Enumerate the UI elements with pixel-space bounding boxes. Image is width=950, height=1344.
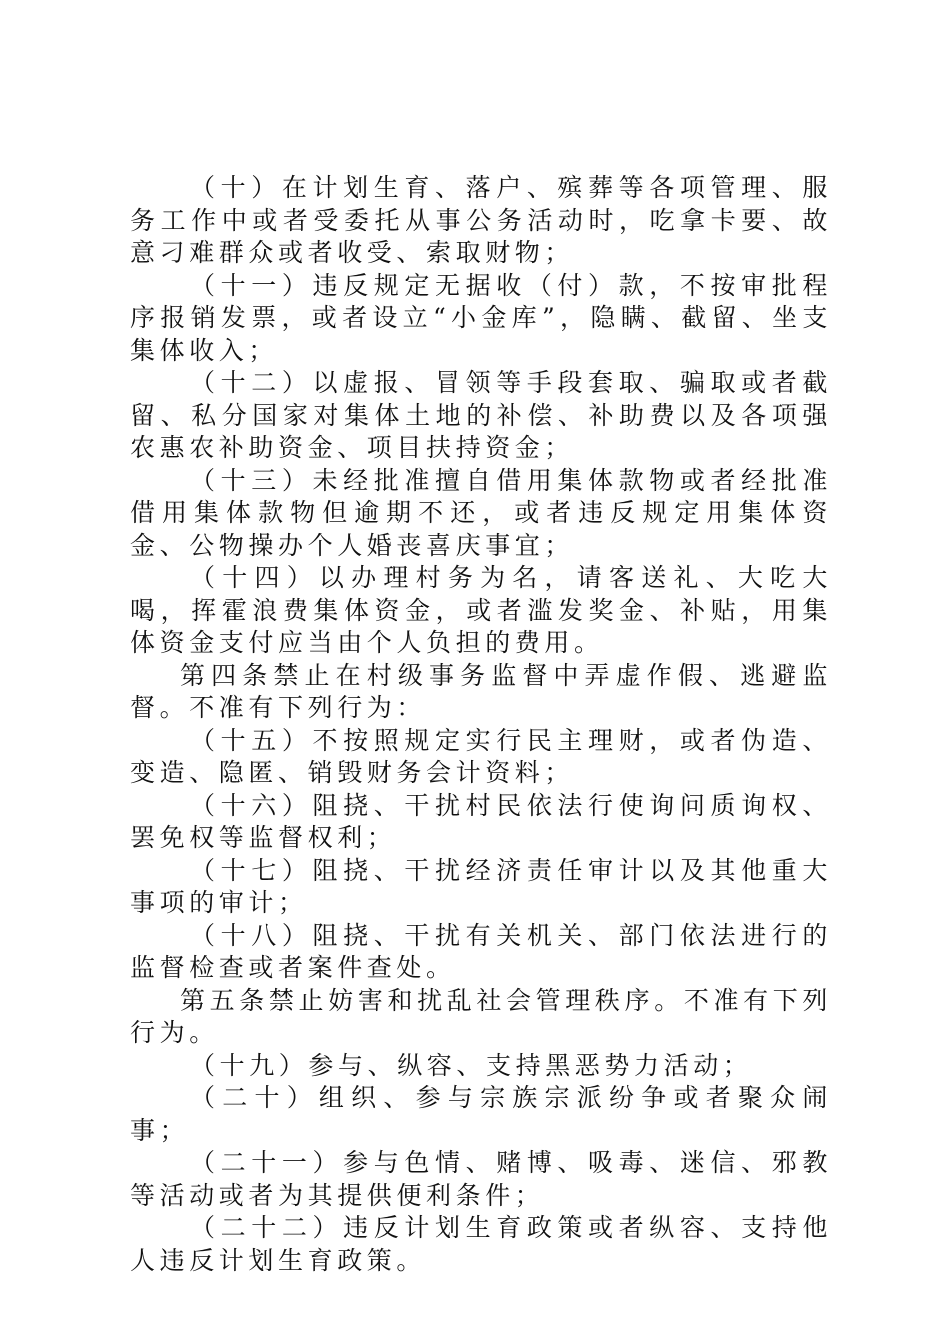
clause-19: （十九）参与、纵容、支持黑恶势力活动； (190, 1050, 753, 1080)
clause-10: （十）在计划生育、落户、殡葬等各项管理、服务工作中或者受委托从事公务活动时，吃拿卡要、故意刁难群众或者收受、索取财物； (130, 173, 832, 267)
clause-15: （十五）不按照规定实行民主理财，或者伪造、变造、隐匿、销毁财务会计资料； (130, 725, 832, 787)
clause-18: （十八）阻挠、干扰有关机关、部门依法进行的监督检查或者案件查处。 (130, 920, 832, 982)
clause-22: （二十二）违反计划生育政策或者纵容、支持他人违反计划生育政策。 (130, 1213, 832, 1275)
document-body (130, 172, 832, 1277)
article-5: 第五条禁止妨害和扰乱社会管理秩序。不准有下列行为。 (130, 985, 832, 1047)
article-4: 第四条禁止在村级事务监督中弄虚作假、逃避监督。不准有下列行为： (130, 660, 832, 722)
clause-16: （十六）阻挠、干扰村民依法行使询问质询权、罢免权等监督权利； (130, 790, 832, 852)
clause-20: （二十）组织、参与宗族宗派纷争或者聚众闹事； (130, 1083, 832, 1145)
clause-11: （十一）违反规定无据收（付）款，不按审批程序报销发票，或者设立“小金库”，隐瞒、截留、坐支集体收入； (130, 270, 832, 365)
clause-13: （十三）未经批准擅自借用集体款物或者经批准借用集体款物但逾期不还，或者违反规定用集体资金、公物操办个人婚丧喜庆事宜； (130, 465, 832, 560)
clause-21: （二十一）参与色情、赌博、吸毒、迷信、邪教等活动或者为其提供便利条件； (130, 1148, 832, 1210)
clause-14: （十四）以办理村务为名，请客送礼、大吃大喝，挥霍浪费集体资金，或者滥发奖金、补贴，用集体资金支付应当由个人负担的费用。 (130, 563, 832, 657)
clause-12: （十二）以虚报、冒领等手段套取、骗取或者截留、私分国家对集体土地的补偿、补助费以及各项强农惠农补助资金、项目扶持资金； (130, 368, 832, 462)
clause-17: （十七）阻挠、干扰经济责任审计以及其他重大事项的审计； (130, 855, 832, 917)
